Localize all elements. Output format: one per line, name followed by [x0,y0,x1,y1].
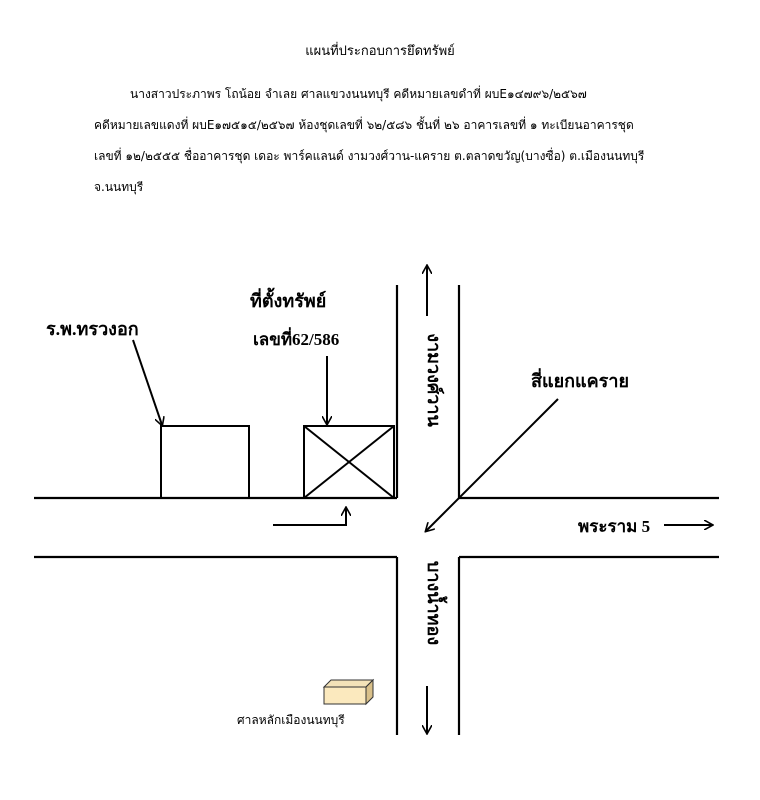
hospital-label: ร.พ.ทรวงอก [46,319,139,339]
paragraph-line: จ.นนทบุรี [94,180,144,194]
property-number-label: เลขที่62/586 [253,330,340,349]
paragraph-line: คดีหมายเลขแดงที่ ผบE๑๗๕๑๕/๒๕๖๗ ห้องชุดเลขที่ ๖๒/๕๘๖ ชั้นที่ ๒๖ อาคารเลขที่ ๑ ทะเบียนอาคารชุด [94,118,634,132]
intersection-pointer-arrow [426,399,558,531]
intersection-label: สี่แยกแคราย [531,371,629,391]
document-title: แผนที่ประกอบการยึดทรัพย์ [305,44,455,59]
paragraph-line: เลขที่ ๑๒/๒๕๕๕ ชื่ออาคารชุด เดอะ พาร์คแลนด์ งามวงศ์วาน-แคราย ต.ตลาดขวัญ(บางซื่อ) ต.เมืองนนทบุรี [94,149,645,163]
hospital-pointer-arrow [133,340,162,425]
road-name-east: พระราม 5 [578,517,651,536]
property-label: ที่ตั้งทรัพย์ [250,291,327,311]
road-name-north: งามวงศ์วาน [424,333,444,427]
shrine-label: ศาลหลักเมืองนนทบุรี [237,713,345,727]
property-building [304,426,394,498]
shrine-building [324,680,373,704]
entrance-path [273,508,346,525]
paragraph-line: นางสาวประภาพร โถน้อย จำเลย ศาลแขวงนนทบุรี คดีหมายเลขดำที่ ผบE๑๔๗๙๖/๒๕๖๗ [130,87,587,101]
road-name-south: บางน้ำทอง [424,560,444,646]
hospital-building [161,426,249,498]
